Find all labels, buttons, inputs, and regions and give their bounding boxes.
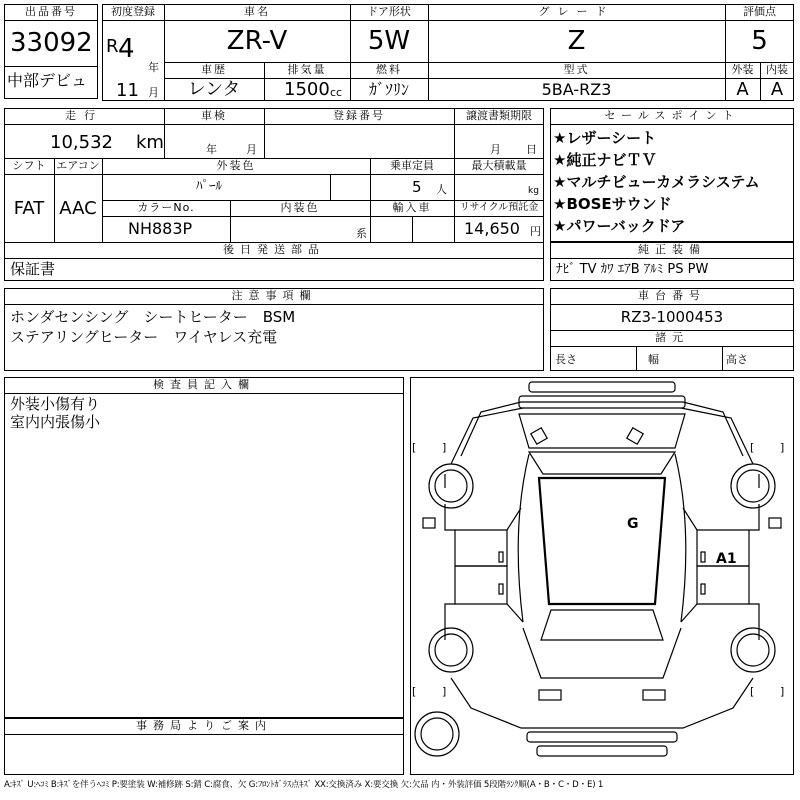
displacement-unit: cc [330, 86, 343, 99]
recycle-value: 14,650 [464, 219, 520, 238]
later-parts-label: 後日発送部品 [223, 243, 325, 256]
model-value: ZR-V [226, 26, 288, 56]
type-value: 5BA-RZ3 [541, 80, 612, 99]
roof-mark: G [627, 516, 639, 532]
bracket-right-top: [ [750, 441, 755, 454]
bracket-left-bottom-close: ] [442, 685, 447, 698]
fuel-label: 燃料 [376, 63, 402, 76]
width-label: 幅 [648, 353, 659, 366]
bracket-right-bottom-close: ] [780, 685, 785, 698]
transfer-label: 譲渡書類期限 [466, 109, 532, 122]
bracket-right-top-close: ] [780, 441, 785, 454]
inspector-label: 検査員記入欄 [153, 378, 255, 391]
chassis-value: RZ3-1000453 [620, 308, 724, 326]
type-label: 型式 [563, 63, 590, 76]
notes-line: ホンダセンシング シートヒーター BSM [10, 308, 296, 326]
mileage-unit: km [136, 132, 164, 153]
lot-number: 33092 [10, 28, 93, 58]
exterior-grade: A [736, 79, 749, 100]
intcolor-unit: 系 [356, 227, 367, 240]
bracket-left-top-close: ] [442, 441, 447, 454]
door-label: ドア形状 [367, 5, 411, 18]
load-unit: kg [528, 186, 539, 196]
sales-point: ★BOSEサウンド [553, 195, 672, 213]
color-value: ﾊﾟｰﾙ [196, 179, 222, 194]
model-label: 車名 [244, 5, 270, 18]
history-label: 車歴 [201, 63, 227, 76]
era-letter: R [106, 36, 119, 57]
legend-text: A:ｷｽﾞ U:ﾍｺﾐ B:ｷｽﾞを伴うﾍｺﾐ P:要塗装 W:補修跡 S:錆 C:腐食、欠 G:ﾌﾛﾝﾄｶﾞﾗｽ点ｷｽﾞ XX:交換済み X:要交換 欠:欠品 内・外装評価 5段階ﾗﾝｸ順(A・B・C・D・E) 1 [4, 780, 604, 790]
inspection-year-unit: 年 [206, 143, 217, 156]
transfer-day-unit: 日 [526, 143, 537, 156]
score-label: 評価点 [743, 5, 776, 18]
section-label: 中部デビュ [7, 71, 88, 90]
equipment-label: 純正装備 [638, 243, 706, 256]
mileage-label: 走行 [65, 109, 103, 122]
fuel-value: ｶﾞｿﾘﾝ [368, 80, 409, 99]
interior-grade: A [770, 79, 784, 100]
color-label: 外装色 [216, 159, 256, 172]
sales-point: ★レザーシート [553, 129, 657, 147]
mileage-value: 10,532 [50, 132, 113, 153]
bracket-left-bottom: [ [412, 685, 417, 698]
height-label: 高さ [726, 353, 748, 366]
chassis-label: 車台番号 [638, 289, 706, 302]
exterior-label: 外装 [731, 63, 754, 76]
shift-label: シフト [12, 159, 46, 172]
door-value: 5W [367, 26, 411, 56]
recycle-label: リサイクル預託金 [459, 202, 539, 213]
capacity-value: 5 [412, 178, 422, 196]
right-door-mark: A1 [716, 551, 737, 567]
notes-line: ステアリングヒーター ワイヤレス充電 [10, 328, 278, 346]
transfer-month-unit: 月 [490, 143, 501, 156]
bracket-left-top: [ [412, 441, 417, 454]
score-value: 5 [751, 26, 768, 56]
car-outline-svg [411, 378, 793, 774]
history-value: レンタ [187, 79, 241, 100]
office-label: 事務局よりご案内 [136, 719, 272, 732]
dimensions-label: 諸元 [655, 331, 689, 344]
sales-point: ★マルチビューカメラシステム [553, 173, 760, 191]
inspector-line: 外装小傷有り [10, 395, 101, 413]
notes-label: 注意事項欄 [231, 289, 317, 302]
reg-no-label: 登録番号 [333, 109, 385, 122]
equipment-value: ﾅﾋﾞ TV ｶﾜ ｴｱB ｱﾙﾐ PS PW [556, 262, 709, 277]
inspection-label: 車検 [201, 109, 227, 122]
month-unit: 月 [148, 86, 159, 99]
year-unit: 年 [148, 61, 159, 74]
colorno-label: カラーNo. [137, 201, 195, 214]
first-reg-label: 初度登録 [111, 5, 155, 18]
intcolor-label: 内装色 [280, 201, 320, 214]
recycle-unit: 円 [530, 225, 541, 238]
lot-label: 出品番号 [25, 5, 77, 18]
capacity-unit: 人 [436, 183, 447, 196]
interior-label: 内装 [766, 63, 788, 76]
sales-label: セールスポイント [604, 109, 740, 122]
inspector-line: 室内内張傷小 [10, 413, 101, 431]
length-label: 長さ [555, 353, 577, 366]
sales-point: ★純正ナビＴＶ [553, 151, 657, 169]
import-label: 輸入車 [392, 201, 432, 214]
ac-label: エアコン [56, 159, 100, 172]
first-reg-year: 4 [118, 34, 135, 64]
capacity-label: 乗車定員 [390, 159, 434, 172]
sales-point: ★パワーバックドア [553, 217, 686, 235]
bracket-right-bottom: [ [750, 685, 755, 698]
first-reg-month: 11 [116, 80, 139, 101]
car-diagram [410, 377, 794, 775]
displacement-value: 1500 [284, 79, 330, 100]
later-parts-value: 保証書 [10, 260, 56, 278]
grade-label: グレード [538, 5, 615, 18]
load-label: 最大積載量 [471, 159, 527, 172]
inspection-month-unit: 月 [246, 143, 257, 156]
grade-value: Z [567, 26, 586, 56]
ac-value: AAC [59, 198, 97, 219]
displacement-label: 排気量 [287, 63, 327, 76]
shift-value: FAT [13, 198, 45, 219]
colorno-value: NH883P [128, 219, 193, 238]
